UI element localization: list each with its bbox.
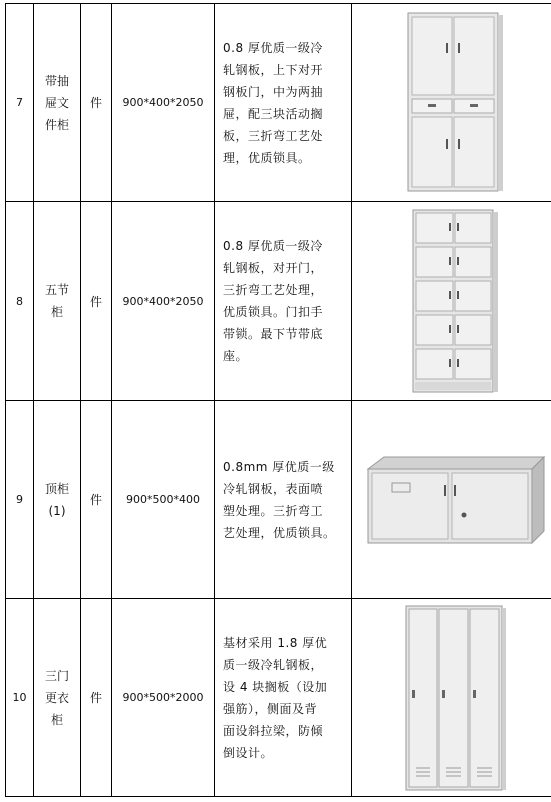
description-line: 0.8 厚优质一级冷 xyxy=(223,239,323,253)
description-line: 冷轧钢板，表面喷 xyxy=(223,481,324,496)
item-name-line: 带抽 xyxy=(44,73,69,88)
item-size: 900*500*400 xyxy=(112,401,215,599)
product-spec-table xyxy=(5,3,551,797)
item-size: 900*500*2000 xyxy=(112,599,215,797)
item-name xyxy=(34,401,81,599)
description-line: 轧钢板，对开门， xyxy=(223,261,324,275)
description-line: 0.8mm 厚优质一级 xyxy=(223,459,335,474)
description-line: 三折弯工艺处理， xyxy=(223,283,324,297)
description-line: 艺处理，优质锁具。 xyxy=(223,525,336,540)
item-number: 8 xyxy=(6,202,34,401)
description-line: 带锁。最下节带底 xyxy=(223,327,324,341)
table-row xyxy=(6,202,551,401)
item-name-line: 屉文 xyxy=(44,95,69,110)
item-description xyxy=(215,599,352,797)
item-unit: 件 xyxy=(81,599,112,797)
item-unit: 件 xyxy=(81,4,112,202)
item-number: 10 xyxy=(6,599,34,797)
item-description xyxy=(215,4,352,202)
description-line: 轧钢板，上下对开 xyxy=(223,62,324,77)
five-section-cabinet-image xyxy=(411,208,501,394)
item-number: 9 xyxy=(6,401,34,599)
description-line: 倒设计。 xyxy=(223,745,274,760)
three-door-locker-image xyxy=(404,604,508,792)
item-image-cell xyxy=(352,599,551,797)
item-name xyxy=(34,4,81,202)
table-row xyxy=(6,4,551,202)
item-number: 7 xyxy=(6,4,34,202)
item-description xyxy=(215,202,352,401)
item-name xyxy=(34,202,81,401)
item-name xyxy=(34,599,81,797)
description-line: 面设斜拉梁，防倾 xyxy=(223,723,324,738)
description-line: 屉，配三块活动搁 xyxy=(223,106,324,121)
item-name-line: 柜 xyxy=(50,712,63,727)
item-description xyxy=(215,401,352,599)
description-line: 座。 xyxy=(223,349,249,363)
description-line: 基材采用 1.8 厚优 xyxy=(223,635,328,650)
description-line: 设 4 块搁板（设加 xyxy=(223,679,328,694)
description-line: 塑处理。三折弯工 xyxy=(223,503,324,518)
description-line: 板，三折弯工艺处 xyxy=(223,128,324,143)
description-line: 强筋），侧面及背 xyxy=(223,701,318,716)
item-size: 900*400*2050 xyxy=(112,4,215,202)
item-image-cell xyxy=(352,401,551,599)
item-unit: 件 xyxy=(81,401,112,599)
table-row xyxy=(6,401,551,599)
item-name-line: 件柜 xyxy=(44,117,69,132)
item-image-cell xyxy=(352,202,551,401)
item-name-line: 三门 xyxy=(44,668,69,683)
item-name-line: 柜 xyxy=(50,305,63,319)
item-image-cell xyxy=(352,4,551,202)
table-row xyxy=(6,599,551,797)
item-name-line: 更衣 xyxy=(44,690,69,705)
item-size: 900*400*2050 xyxy=(112,202,215,401)
item-name-line: 五节 xyxy=(44,283,69,297)
item-name-line: (1) xyxy=(48,503,66,518)
item-unit: 件 xyxy=(81,202,112,401)
item-name-line: 顶柜 xyxy=(44,481,69,496)
description-line: 理，优质锁具。 xyxy=(223,150,311,165)
description-line: 优质锁具。门扣手 xyxy=(223,305,324,319)
cabinet-with-drawers-image xyxy=(406,11,506,195)
description-line: 质一级冷轧钢板， xyxy=(223,657,324,672)
top-cabinet-image xyxy=(364,455,548,545)
description-line: 钢板门，中为两抽 xyxy=(223,84,324,99)
description-line: 0.8 厚优质一级冷 xyxy=(223,40,323,55)
